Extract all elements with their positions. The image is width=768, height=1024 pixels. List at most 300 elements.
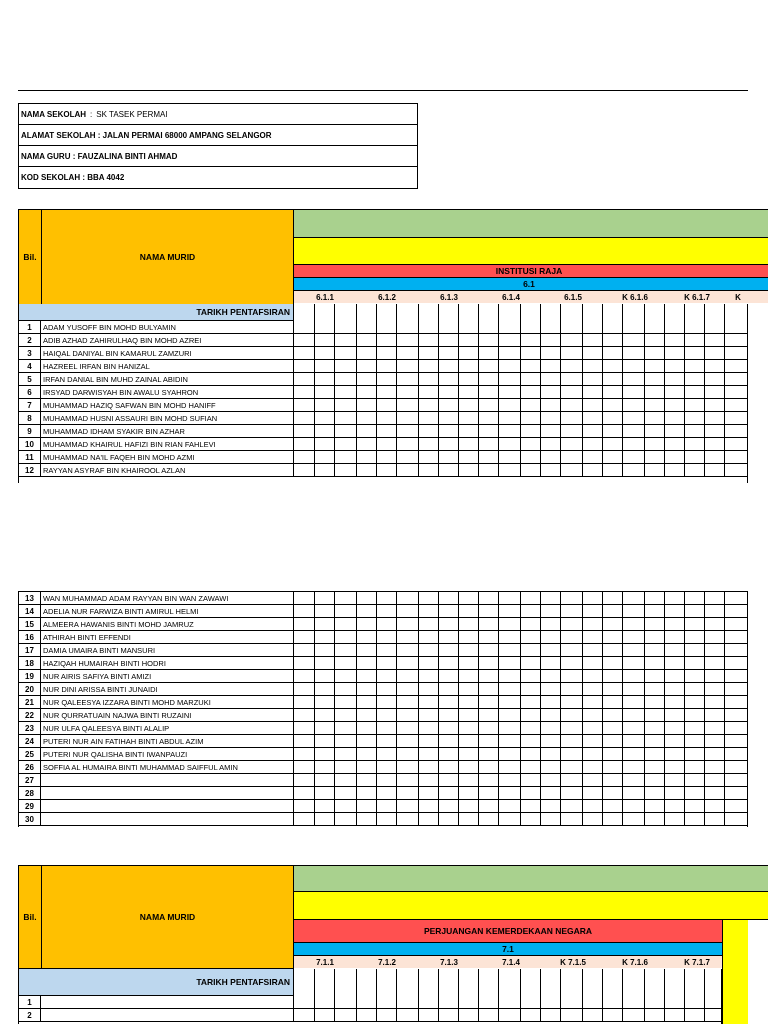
mark-cell[interactable] <box>459 696 478 708</box>
mark-cell[interactable] <box>499 321 520 333</box>
mark-cell[interactable] <box>459 412 478 424</box>
mark-cell[interactable] <box>397 696 418 708</box>
mark-cell[interactable] <box>439 451 458 463</box>
mark-cell[interactable] <box>397 787 418 799</box>
mark-cell[interactable] <box>623 761 644 773</box>
mark-cell[interactable] <box>583 438 602 450</box>
mark-cell[interactable] <box>499 696 520 708</box>
mark-cell[interactable] <box>685 748 704 760</box>
mark-cell[interactable] <box>521 774 540 786</box>
mark-cell[interactable] <box>335 631 356 643</box>
mark-cell[interactable] <box>479 605 498 617</box>
mark-cell[interactable] <box>561 1009 582 1021</box>
mark-cell[interactable] <box>459 657 478 669</box>
mark-cell[interactable] <box>335 592 356 604</box>
mark-cell[interactable] <box>377 592 396 604</box>
mark-cell[interactable] <box>623 735 644 747</box>
mark-cell[interactable] <box>665 605 684 617</box>
mark-cell[interactable] <box>685 412 704 424</box>
mark-cell[interactable] <box>705 696 724 708</box>
mark-cell[interactable] <box>419 800 438 812</box>
mark-cell[interactable] <box>295 592 314 604</box>
mark-cell[interactable] <box>521 347 540 359</box>
mark-cell[interactable] <box>295 696 314 708</box>
mark-cell[interactable] <box>377 800 396 812</box>
mark-cell[interactable] <box>419 399 438 411</box>
mark-cell[interactable] <box>315 748 334 760</box>
mark-cell[interactable] <box>397 670 418 682</box>
mark-cell[interactable] <box>583 722 602 734</box>
mark-cell[interactable] <box>603 644 622 656</box>
mark-cell[interactable] <box>315 709 334 721</box>
mark-cell[interactable] <box>439 996 458 1008</box>
mark-cell[interactable] <box>315 360 334 372</box>
mark-cell[interactable] <box>645 670 664 682</box>
mark-cell[interactable] <box>419 670 438 682</box>
mark-cell[interactable] <box>521 464 540 476</box>
mark-cell[interactable] <box>335 464 356 476</box>
mark-cell[interactable] <box>603 709 622 721</box>
mark-cell[interactable] <box>295 657 314 669</box>
mark-cell[interactable] <box>645 373 664 385</box>
mark-cell[interactable] <box>315 696 334 708</box>
mark-cell[interactable] <box>705 709 724 721</box>
mark-cell[interactable] <box>623 451 644 463</box>
mark-cell[interactable] <box>439 631 458 643</box>
mark-cell[interactable] <box>583 735 602 747</box>
mark-cell[interactable] <box>583 644 602 656</box>
mark-cell[interactable] <box>665 412 684 424</box>
mark-cell[interactable] <box>623 360 644 372</box>
mark-cell[interactable] <box>623 334 644 346</box>
mark-cell[interactable] <box>623 709 644 721</box>
mark-cell[interactable] <box>479 592 498 604</box>
mark-cell[interactable] <box>561 451 582 463</box>
mark-cell[interactable] <box>541 631 560 643</box>
mark-cell[interactable] <box>603 748 622 760</box>
mark-cell[interactable] <box>705 321 724 333</box>
mark-cell[interactable] <box>397 321 418 333</box>
mark-cell[interactable] <box>603 657 622 669</box>
mark-cell[interactable] <box>499 412 520 424</box>
mark-cell[interactable] <box>295 787 314 799</box>
mark-cell[interactable] <box>295 412 314 424</box>
mark-cell[interactable] <box>439 644 458 656</box>
mark-cell[interactable] <box>705 774 724 786</box>
mark-cell[interactable] <box>521 592 540 604</box>
mark-cell[interactable] <box>499 800 520 812</box>
mark-cell[interactable] <box>295 373 314 385</box>
mark-cell[interactable] <box>315 605 334 617</box>
mark-cell[interactable] <box>377 360 396 372</box>
mark-cell[interactable] <box>705 451 724 463</box>
mark-cell[interactable] <box>561 644 582 656</box>
mark-cell[interactable] <box>623 592 644 604</box>
mark-cell[interactable] <box>705 360 724 372</box>
mark-cell[interactable] <box>357 438 376 450</box>
mark-cell[interactable] <box>541 347 560 359</box>
mark-cell[interactable] <box>295 748 314 760</box>
mark-cell[interactable] <box>499 347 520 359</box>
mark-cell[interactable] <box>377 373 396 385</box>
mark-cell[interactable] <box>419 347 438 359</box>
mark-cell[interactable] <box>705 644 724 656</box>
mark-cell[interactable] <box>397 399 418 411</box>
mark-cell[interactable] <box>357 774 376 786</box>
mark-cell[interactable] <box>419 464 438 476</box>
mark-cell[interactable] <box>295 386 314 398</box>
mark-cell[interactable] <box>315 774 334 786</box>
mark-cell[interactable] <box>397 386 418 398</box>
mark-cell[interactable] <box>397 996 418 1008</box>
mark-cell[interactable] <box>335 321 356 333</box>
mark-cell[interactable] <box>665 683 684 695</box>
mark-cell[interactable] <box>499 592 520 604</box>
mark-cell[interactable] <box>357 347 376 359</box>
mark-cell[interactable] <box>315 996 334 1008</box>
mark-cell[interactable] <box>623 399 644 411</box>
mark-cell[interactable] <box>439 813 458 825</box>
mark-cell[interactable] <box>521 657 540 669</box>
mark-cell[interactable] <box>665 813 684 825</box>
mark-cell[interactable] <box>541 696 560 708</box>
mark-cell[interactable] <box>705 334 724 346</box>
mark-cell[interactable] <box>295 334 314 346</box>
mark-cell[interactable] <box>665 774 684 786</box>
mark-cell[interactable] <box>645 996 664 1008</box>
mark-cell[interactable] <box>439 670 458 682</box>
mark-cell[interactable] <box>665 618 684 630</box>
mark-cell[interactable] <box>377 709 396 721</box>
mark-cell[interactable] <box>357 683 376 695</box>
mark-cell[interactable] <box>315 657 334 669</box>
mark-cell[interactable] <box>315 464 334 476</box>
mark-cell[interactable] <box>603 683 622 695</box>
mark-cell[interactable] <box>295 605 314 617</box>
mark-cell[interactable] <box>685 605 704 617</box>
mark-cell[interactable] <box>499 787 520 799</box>
mark-cell[interactable] <box>623 813 644 825</box>
mark-cell[interactable] <box>377 605 396 617</box>
mark-cell[interactable] <box>377 683 396 695</box>
mark-cell[interactable] <box>357 657 376 669</box>
mark-cell[interactable] <box>479 722 498 734</box>
mark-cell[interactable] <box>499 813 520 825</box>
mark-cell[interactable] <box>521 813 540 825</box>
mark-cell[interactable] <box>645 722 664 734</box>
mark-cell[interactable] <box>705 748 724 760</box>
mark-cell[interactable] <box>377 451 396 463</box>
mark-cell[interactable] <box>623 464 644 476</box>
mark-cell[interactable] <box>479 800 498 812</box>
mark-cell[interactable] <box>377 787 396 799</box>
mark-cell[interactable] <box>623 800 644 812</box>
mark-cell[interactable] <box>623 438 644 450</box>
mark-cell[interactable] <box>561 438 582 450</box>
mark-cell[interactable] <box>645 592 664 604</box>
mark-cell[interactable] <box>561 386 582 398</box>
mark-cell[interactable] <box>357 618 376 630</box>
mark-cell[interactable] <box>521 748 540 760</box>
mark-cell[interactable] <box>459 631 478 643</box>
mark-cell[interactable] <box>521 386 540 398</box>
mark-cell[interactable] <box>603 592 622 604</box>
mark-cell[interactable] <box>377 657 396 669</box>
mark-cell[interactable] <box>541 670 560 682</box>
mark-cell[interactable] <box>397 644 418 656</box>
mark-cell[interactable] <box>479 334 498 346</box>
mark-cell[interactable] <box>665 334 684 346</box>
mark-cell[interactable] <box>521 761 540 773</box>
mark-cell[interactable] <box>665 709 684 721</box>
mark-cell[interactable] <box>725 386 748 398</box>
mark-cell[interactable] <box>645 735 664 747</box>
mark-cell[interactable] <box>295 735 314 747</box>
mark-cell[interactable] <box>685 631 704 643</box>
mark-cell[interactable] <box>459 451 478 463</box>
mark-cell[interactable] <box>725 722 748 734</box>
mark-cell[interactable] <box>705 722 724 734</box>
mark-cell[interactable] <box>665 464 684 476</box>
mark-cell[interactable] <box>397 761 418 773</box>
mark-cell[interactable] <box>295 399 314 411</box>
mark-cell[interactable] <box>499 774 520 786</box>
mark-cell[interactable] <box>541 412 560 424</box>
mark-cell[interactable] <box>479 373 498 385</box>
mark-cell[interactable] <box>357 451 376 463</box>
mark-cell[interactable] <box>357 761 376 773</box>
mark-cell[interactable] <box>357 709 376 721</box>
mark-cell[interactable] <box>335 399 356 411</box>
mark-cell[interactable] <box>521 787 540 799</box>
mark-cell[interactable] <box>705 425 724 437</box>
mark-cell[interactable] <box>419 996 438 1008</box>
mark-cell[interactable] <box>419 360 438 372</box>
mark-cell[interactable] <box>583 360 602 372</box>
mark-cell[interactable] <box>685 386 704 398</box>
mark-cell[interactable] <box>499 399 520 411</box>
mark-cell[interactable] <box>419 761 438 773</box>
mark-cell[interactable] <box>335 657 356 669</box>
mark-cell[interactable] <box>439 748 458 760</box>
mark-cell[interactable] <box>419 373 438 385</box>
mark-cell[interactable] <box>623 996 644 1008</box>
mark-cell[interactable] <box>419 657 438 669</box>
mark-cell[interactable] <box>499 425 520 437</box>
mark-cell[interactable] <box>665 425 684 437</box>
mark-cell[interactable] <box>295 451 314 463</box>
mark-cell[interactable] <box>665 399 684 411</box>
mark-cell[interactable] <box>603 761 622 773</box>
mark-cell[interactable] <box>541 774 560 786</box>
mark-cell[interactable] <box>315 800 334 812</box>
mark-cell[interactable] <box>725 787 748 799</box>
mark-cell[interactable] <box>419 334 438 346</box>
mark-cell[interactable] <box>295 464 314 476</box>
mark-cell[interactable] <box>685 670 704 682</box>
mark-cell[interactable] <box>479 774 498 786</box>
mark-cell[interactable] <box>459 386 478 398</box>
mark-cell[interactable] <box>623 618 644 630</box>
mark-cell[interactable] <box>377 761 396 773</box>
mark-cell[interactable] <box>685 644 704 656</box>
mark-cell[interactable] <box>397 334 418 346</box>
mark-cell[interactable] <box>645 334 664 346</box>
mark-cell[interactable] <box>335 774 356 786</box>
mark-cell[interactable] <box>583 709 602 721</box>
mark-cell[interactable] <box>315 373 334 385</box>
mark-cell[interactable] <box>603 631 622 643</box>
mark-cell[interactable] <box>335 1009 356 1021</box>
mark-cell[interactable] <box>295 644 314 656</box>
mark-cell[interactable] <box>705 592 724 604</box>
mark-cell[interactable] <box>665 761 684 773</box>
mark-cell[interactable] <box>499 438 520 450</box>
mark-cell[interactable] <box>439 592 458 604</box>
mark-cell[interactable] <box>295 774 314 786</box>
mark-cell[interactable] <box>705 631 724 643</box>
mark-cell[interactable] <box>479 412 498 424</box>
mark-cell[interactable] <box>479 644 498 656</box>
mark-cell[interactable] <box>583 451 602 463</box>
mark-cell[interactable] <box>623 631 644 643</box>
mark-cell[interactable] <box>685 774 704 786</box>
mark-cell[interactable] <box>583 592 602 604</box>
mark-cell[interactable] <box>561 412 582 424</box>
mark-cell[interactable] <box>541 787 560 799</box>
mark-cell[interactable] <box>541 722 560 734</box>
mark-cell[interactable] <box>499 761 520 773</box>
mark-cell[interactable] <box>377 644 396 656</box>
mark-cell[interactable] <box>499 644 520 656</box>
mark-cell[interactable] <box>397 451 418 463</box>
mark-cell[interactable] <box>561 657 582 669</box>
mark-cell[interactable] <box>561 605 582 617</box>
mark-cell[interactable] <box>583 321 602 333</box>
mark-cell[interactable] <box>377 412 396 424</box>
mark-cell[interactable] <box>295 438 314 450</box>
mark-cell[interactable] <box>603 996 622 1008</box>
mark-cell[interactable] <box>725 605 748 617</box>
mark-cell[interactable] <box>541 709 560 721</box>
mark-cell[interactable] <box>459 399 478 411</box>
mark-cell[interactable] <box>377 438 396 450</box>
mark-cell[interactable] <box>645 748 664 760</box>
mark-cell[interactable] <box>479 1009 498 1021</box>
mark-cell[interactable] <box>645 399 664 411</box>
mark-cell[interactable] <box>315 722 334 734</box>
mark-cell[interactable] <box>377 386 396 398</box>
mark-cell[interactable] <box>603 670 622 682</box>
mark-cell[interactable] <box>419 451 438 463</box>
mark-cell[interactable] <box>603 787 622 799</box>
mark-cell[interactable] <box>377 1009 396 1021</box>
mark-cell[interactable] <box>295 813 314 825</box>
mark-cell[interactable] <box>439 321 458 333</box>
mark-cell[interactable] <box>725 761 748 773</box>
mark-cell[interactable] <box>603 360 622 372</box>
mark-cell[interactable] <box>685 425 704 437</box>
mark-cell[interactable] <box>705 787 724 799</box>
mark-cell[interactable] <box>685 996 704 1008</box>
mark-cell[interactable] <box>561 334 582 346</box>
mark-cell[interactable] <box>335 438 356 450</box>
mark-cell[interactable] <box>725 425 748 437</box>
mark-cell[interactable] <box>603 735 622 747</box>
mark-cell[interactable] <box>645 347 664 359</box>
mark-cell[interactable] <box>295 321 314 333</box>
mark-cell[interactable] <box>295 996 314 1008</box>
mark-cell[interactable] <box>645 657 664 669</box>
mark-cell[interactable] <box>479 399 498 411</box>
mark-cell[interactable] <box>561 761 582 773</box>
mark-cell[interactable] <box>479 670 498 682</box>
mark-cell[interactable] <box>315 386 334 398</box>
mark-cell[interactable] <box>357 813 376 825</box>
mark-cell[interactable] <box>499 464 520 476</box>
mark-cell[interactable] <box>499 605 520 617</box>
mark-cell[interactable] <box>705 683 724 695</box>
mark-cell[interactable] <box>479 631 498 643</box>
mark-cell[interactable] <box>685 618 704 630</box>
mark-cell[interactable] <box>665 373 684 385</box>
mark-cell[interactable] <box>315 451 334 463</box>
mark-cell[interactable] <box>459 321 478 333</box>
mark-cell[interactable] <box>459 1009 478 1021</box>
mark-cell[interactable] <box>685 709 704 721</box>
mark-cell[interactable] <box>561 800 582 812</box>
mark-cell[interactable] <box>685 464 704 476</box>
mark-cell[interactable] <box>479 996 498 1008</box>
mark-cell[interactable] <box>665 696 684 708</box>
mark-cell[interactable] <box>561 360 582 372</box>
mark-cell[interactable] <box>439 735 458 747</box>
mark-cell[interactable] <box>439 618 458 630</box>
mark-cell[interactable] <box>561 399 582 411</box>
mark-cell[interactable] <box>357 321 376 333</box>
mark-cell[interactable] <box>439 657 458 669</box>
mark-cell[interactable] <box>499 657 520 669</box>
mark-cell[interactable] <box>561 631 582 643</box>
mark-cell[interactable] <box>439 386 458 398</box>
mark-cell[interactable] <box>459 722 478 734</box>
mark-cell[interactable] <box>335 605 356 617</box>
mark-cell[interactable] <box>335 709 356 721</box>
mark-cell[interactable] <box>541 800 560 812</box>
mark-cell[interactable] <box>521 399 540 411</box>
mark-cell[interactable] <box>583 696 602 708</box>
mark-cell[interactable] <box>603 696 622 708</box>
mark-cell[interactable] <box>541 451 560 463</box>
mark-cell[interactable] <box>561 787 582 799</box>
mark-cell[interactable] <box>561 683 582 695</box>
mark-cell[interactable] <box>685 360 704 372</box>
mark-cell[interactable] <box>583 670 602 682</box>
mark-cell[interactable] <box>541 761 560 773</box>
mark-cell[interactable] <box>583 399 602 411</box>
mark-cell[interactable] <box>357 360 376 372</box>
mark-cell[interactable] <box>561 670 582 682</box>
mark-cell[interactable] <box>521 722 540 734</box>
mark-cell[interactable] <box>725 451 748 463</box>
mark-cell[interactable] <box>357 787 376 799</box>
mark-cell[interactable] <box>397 360 418 372</box>
mark-cell[interactable] <box>603 425 622 437</box>
mark-cell[interactable] <box>459 800 478 812</box>
mark-cell[interactable] <box>357 464 376 476</box>
mark-cell[interactable] <box>295 631 314 643</box>
mark-cell[interactable] <box>623 373 644 385</box>
